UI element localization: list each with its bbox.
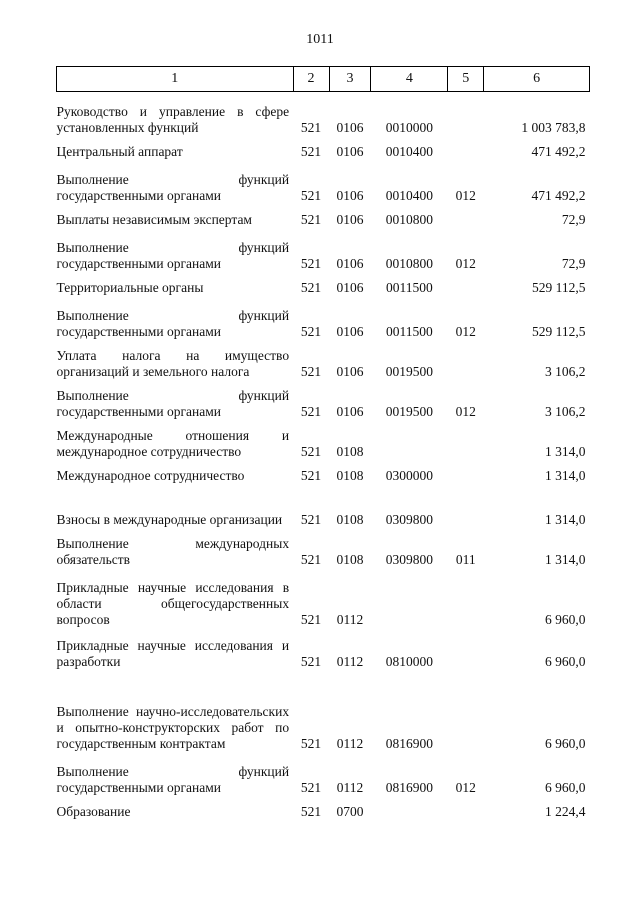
row-code-5 [448, 136, 484, 160]
row-code-4: 0816900 [385, 779, 434, 795]
table-row [57, 136, 590, 160]
row-code-4: 0010800 [385, 255, 434, 271]
row-code-3: 0106 [336, 187, 364, 203]
row-code-4: 0019500 [385, 363, 434, 379]
row-name [57, 420, 294, 460]
row-code-5 [448, 628, 484, 670]
row-name-text: Выполнение функций государственными органами [56, 307, 290, 339]
header-col-2: 2 [293, 67, 329, 92]
row-code-4: 0810000 [385, 653, 434, 669]
row-code-5 [448, 460, 484, 484]
row-code-4 [371, 568, 448, 628]
row-code-5 [448, 340, 484, 380]
row-name [57, 296, 294, 340]
row-code-4: 0019500 [385, 403, 434, 419]
row-code-4: 0309800 [385, 511, 434, 527]
table-row [57, 296, 590, 340]
row-code-2: 521 [300, 403, 322, 419]
row-name-text: Выполнение функций государственными органами [56, 387, 290, 419]
table-row [57, 380, 590, 420]
header-col-1: 1 [57, 67, 294, 92]
row-code-5 [448, 420, 484, 460]
row-code-4: 0816900 [385, 735, 434, 751]
table-row [57, 204, 590, 228]
row-code-3: 0106 [336, 119, 364, 135]
row-amount: 1 314,0 [545, 467, 586, 483]
row-code-4: 0011500 [386, 279, 433, 295]
row-name-text: Международное сотрудничество [56, 467, 245, 483]
row-code-3: 0106 [336, 143, 364, 159]
row-code-5: 012 [455, 187, 476, 203]
row-amount: 1 003 783,8 [521, 119, 586, 135]
row-code-2: 521 [300, 779, 322, 795]
row-amount: 6 960,0 [545, 779, 586, 795]
row-name [57, 528, 294, 568]
row-code-3: 0112 [336, 779, 364, 795]
row-code-2: 521 [300, 211, 322, 227]
row-code-4 [371, 420, 448, 460]
row-name [57, 160, 294, 204]
row-name-text: Международные отношения и международное сотрудничество [56, 427, 290, 459]
row-amount: 1 314,0 [545, 443, 586, 459]
row-code-3: 0108 [336, 511, 364, 527]
row-code-3: 0106 [336, 323, 364, 339]
row-amount: 529 112,5 [532, 279, 586, 295]
row-name-text: Уплата налога на имущество организаций и земельного налога [56, 347, 290, 379]
row-code-2: 521 [300, 511, 322, 527]
row-amount: 1 314,0 [545, 551, 586, 567]
table-row [57, 752, 590, 796]
table-row [57, 568, 590, 628]
row-code-2: 521 [300, 143, 322, 159]
row-name-text: Территориальные органы [56, 279, 204, 295]
table-row [57, 92, 590, 136]
row-code-4: 0300000 [385, 467, 434, 483]
table-row [57, 420, 590, 460]
row-code-5 [448, 568, 484, 628]
row-name-text: Прикладные научные исследования в области общегосударственных вопросов [56, 579, 290, 627]
row-name-text: Выполнение международных обязательств [56, 535, 290, 567]
row-name-text: Взносы в международные организации [56, 511, 283, 527]
row-amount: 3 106,2 [545, 363, 586, 379]
row-code-3: 0112 [336, 735, 364, 751]
header-col-6: 6 [484, 67, 590, 92]
table-row [57, 670, 590, 752]
row-code-3: 0106 [336, 363, 364, 379]
row-code-2: 521 [300, 735, 322, 751]
row-name-text: Выполнение научно-исследовательских и опытно-конструкторских работ по государственным контрактам [56, 703, 290, 751]
page-number: 1011 [306, 32, 334, 47]
row-amount: 72,9 [561, 211, 586, 227]
row-name [57, 380, 294, 420]
row-code-3: 0106 [336, 403, 364, 419]
row-name-text: Прикладные научные исследования и разработки [56, 637, 290, 669]
row-name [57, 568, 294, 628]
row-code-5: 012 [455, 323, 476, 339]
row-name [57, 796, 294, 820]
row-name-text: Выполнение функций государственными органами [56, 239, 290, 271]
row-amount: 6 960,0 [545, 735, 586, 751]
table-row [57, 272, 590, 296]
row-amount: 471 492,2 [531, 143, 586, 159]
row-code-3: 0112 [336, 653, 364, 669]
header-col-4: 4 [371, 67, 448, 92]
row-code-5 [448, 272, 484, 296]
row-code-4: 0010800 [385, 211, 434, 227]
row-code-2: 521 [300, 119, 322, 135]
row-code-5: 012 [455, 255, 476, 271]
row-code-2: 521 [300, 443, 322, 459]
row-code-3: 0108 [336, 551, 364, 567]
row-code-2: 521 [300, 363, 322, 379]
row-name [57, 628, 294, 670]
row-code-2: 521 [300, 551, 322, 567]
row-code-5: 012 [455, 403, 476, 419]
row-name [57, 752, 294, 796]
row-name-text: Выполнение функций государственными органами [56, 171, 290, 203]
header-row [57, 67, 590, 92]
row-code-3: 0112 [336, 611, 364, 627]
row-name [57, 340, 294, 380]
row-code-3: 0700 [336, 803, 364, 819]
row-code-4: 0010000 [385, 119, 434, 135]
row-amount: 1 224,4 [545, 803, 586, 819]
row-name [57, 272, 294, 296]
row-amount: 72,9 [561, 255, 586, 271]
row-code-3: 0106 [336, 211, 364, 227]
row-amount: 1 314,0 [545, 511, 586, 527]
row-name-text: Руководство и управление в сфере установленных функций [56, 103, 290, 135]
row-code-4: 0010400 [385, 187, 434, 203]
row-code-3: 0106 [336, 255, 364, 271]
row-name [57, 460, 294, 484]
header-col-5: 5 [448, 67, 484, 92]
row-code-5 [448, 204, 484, 228]
row-code-4: 0011500 [386, 323, 433, 339]
table-row [57, 228, 590, 272]
row-code-2: 521 [300, 653, 322, 669]
header-col-3: 3 [329, 67, 371, 92]
row-code-3: 0108 [336, 467, 364, 483]
table-row [57, 528, 590, 568]
row-code-5: 011 [455, 551, 476, 567]
table-row [57, 160, 590, 204]
row-code-3: 0108 [336, 443, 364, 459]
row-code-5: 012 [455, 779, 476, 795]
row-amount: 6 960,0 [545, 611, 586, 627]
row-name-text: Выполнение функций государственными органами [56, 763, 290, 795]
row-name-text: Центральный аппарат [56, 143, 183, 159]
table-row [57, 460, 590, 484]
row-code-2: 521 [300, 187, 322, 203]
table-body [57, 92, 590, 820]
row-code-2: 521 [300, 323, 322, 339]
row-amount: 3 106,2 [545, 403, 586, 419]
row-name [57, 136, 294, 160]
table-row [57, 340, 590, 380]
row-name [57, 228, 294, 272]
row-name [57, 92, 294, 136]
row-code-2: 521 [300, 611, 322, 627]
row-code-5 [448, 484, 484, 528]
row-code-2: 521 [300, 279, 322, 295]
row-code-5 [448, 796, 484, 820]
row-name [57, 670, 294, 752]
row-code-2: 521 [300, 255, 322, 271]
row-code-5 [448, 92, 484, 136]
budget-table [56, 66, 590, 820]
row-name-text: Образование [56, 803, 131, 819]
table-row [57, 796, 590, 820]
row-name [57, 484, 294, 528]
table-header [57, 67, 590, 92]
table-row [57, 484, 590, 528]
row-code-2: 521 [300, 467, 322, 483]
row-code-4: 0010400 [385, 143, 434, 159]
row-name-text: Выплаты независимым экспертам [56, 211, 252, 227]
row-amount: 529 112,5 [532, 323, 586, 339]
table-row [57, 628, 590, 670]
row-code-2: 521 [300, 803, 322, 819]
row-name [57, 204, 294, 228]
row-code-5 [448, 670, 484, 752]
row-code-4 [371, 796, 448, 820]
row-amount: 471 492,2 [531, 187, 586, 203]
row-code-4: 0309800 [385, 551, 434, 567]
row-amount: 6 960,0 [545, 653, 586, 669]
row-code-3: 0106 [336, 279, 364, 295]
